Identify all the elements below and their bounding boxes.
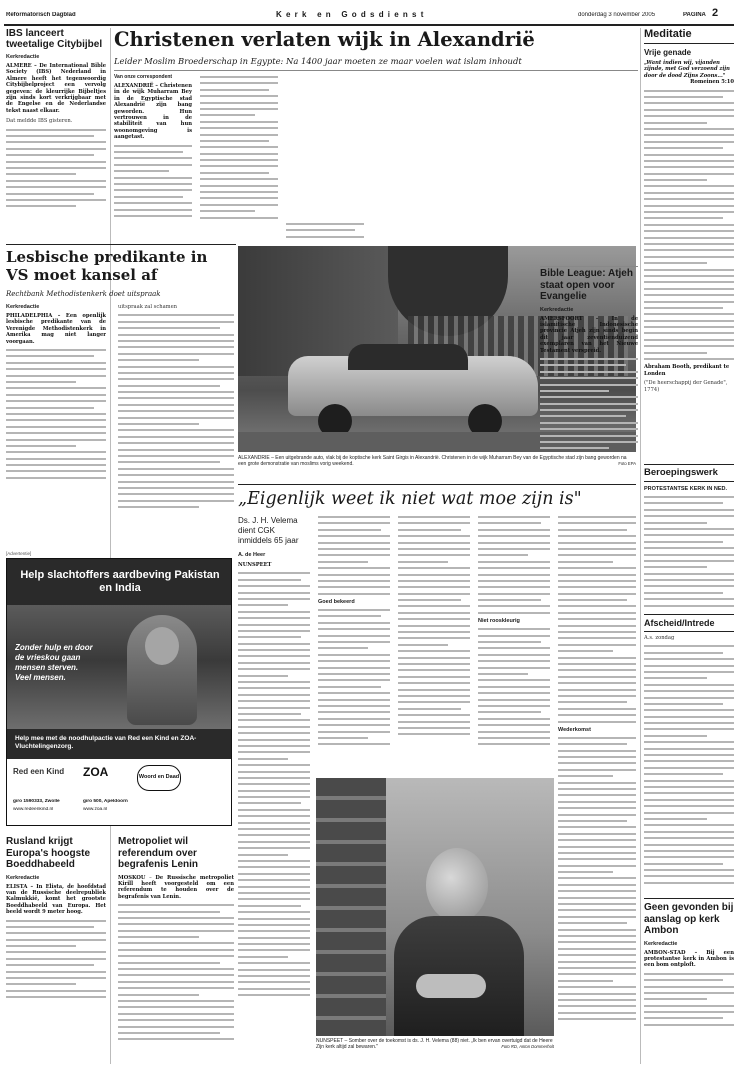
afscheid-title: Afscheid/Intrede <box>644 614 734 632</box>
rusland-article <box>6 836 106 1064</box>
velema-photo <box>316 778 554 1036</box>
lesbische-lead-text: PHILADELPHIA – Een openlijk lesbische predikante van de Verenigde Methodistenkerk in Amerika mag niet langer voorgaan. <box>6 313 106 345</box>
url-zoa[interactable]: www.zoa.nl <box>83 807 108 812</box>
lesbische-article <box>6 304 236 546</box>
main-col-2-text <box>200 76 278 223</box>
afscheid-box <box>644 614 734 894</box>
velema-col-5 <box>558 516 636 1060</box>
ambon-article <box>644 898 734 1064</box>
zoa-logo: ZOA <box>83 765 109 779</box>
beroepingswerk-intro: PROTESTANTSE KERK IN NED. <box>644 486 728 492</box>
velema-col-5-text-a <box>558 516 636 723</box>
main-lead <box>114 83 192 141</box>
photo-portrait-head <box>426 848 488 922</box>
advertisement-label: [Advertentie] <box>6 551 32 556</box>
rusland-body-text <box>6 920 106 999</box>
velema-col-3-text <box>398 516 470 740</box>
ibs-lead-text: ALMERE – De International Bible Society (IBS) Nederland in Almere heeft het tegenwoordig Citybijbelproject een vervolg gegeven: de kleurrijke Bijbeltjes zijn sinds kort verkrijgbaar met de Engelse en de Nederlandse tekst naast elkaar. <box>6 63 106 114</box>
lesbische-col-2 <box>118 304 234 544</box>
page-label: PAGINA <box>683 12 706 18</box>
velema-col-2-text-a <box>318 516 390 595</box>
metropoliet-article <box>118 836 234 1064</box>
main-photo-credit: Foto EPA <box>618 461 636 467</box>
velema-top-rule <box>238 484 636 485</box>
metropoliet-headline: Metropoliet wil referendum over begrafenis Lenin <box>118 836 199 870</box>
ad-banner: Help mee met de noodhulpactie van Red een Kind en ZOA-Vluchtelingenzorg. <box>15 735 197 750</box>
ad-slogan: Zonder hulp en door de vrieskou gaan mensen sterven. Veel mensen. <box>15 643 93 682</box>
lesbische-kicker: Kerkredactie <box>6 304 40 310</box>
bible-league-lead-text: AMERSFOORT – In de islamitische Indonesische provincie Atjeh zijn sinds begin dit jaar zeventienduizend exemplaren van het Nieuwe Testament verspreid. <box>540 315 638 354</box>
lesbische-col-1 <box>6 304 106 544</box>
velema-col-1-text <box>238 572 310 996</box>
meditatie-body-text <box>644 90 734 360</box>
meditatie-title: Meditatie <box>644 28 734 44</box>
main-subtitle-rule <box>114 70 638 71</box>
meditatie-text-value: „Want indien wij, vijanden zijnde, met God verzoend zijn door de dood Zijns Zoons..." <box>644 60 730 79</box>
meditatie-source: ("De heerschappij der Genade", 1774) <box>644 380 728 393</box>
ibs-lead <box>6 63 106 114</box>
metropoliet-lead-text: De Russische metropoliet Kirill heeft voorgesteld om een referendum te houden over de begrafenis van Lenin. <box>118 874 234 900</box>
velema-col-4-text-b <box>478 628 550 745</box>
meditatie-box <box>644 28 734 460</box>
velema-photo-credit: Foto RD, Anton Dommerholt <box>501 1044 554 1050</box>
photo-portrait-hands <box>416 974 486 998</box>
rusland-lead <box>6 884 106 916</box>
ibs-headline: IBS lanceert tweetalige Citybijbel <box>6 28 103 50</box>
velema-subhead-niet-rooskleurig: Niet rooskleurig <box>478 618 520 625</box>
velema-col-4 <box>478 516 550 776</box>
ad-photo <box>7 605 231 729</box>
section-name: K e r k e n G o d s d i e n s t <box>276 10 425 19</box>
lesbische-col-1-text <box>6 349 106 479</box>
ambon-headline: Geen gevonden bij aanslag op kerk Ambon <box>644 898 734 937</box>
ambon-lead <box>644 950 734 969</box>
velema-col-2-text-b <box>318 609 390 745</box>
lesbische-quote: uitspraak zal schamen <box>118 304 177 310</box>
ambon-lead-text: AMBON-STAD – Bij een protestantse kerk in Ambon is een bom ontploft. <box>644 949 734 969</box>
ibs-lead2: Dat meldde IBS gisteren. <box>6 118 73 125</box>
red-een-kind-logo: Red een Kind <box>13 767 65 776</box>
page-number: 2 <box>712 7 719 19</box>
main-byline: Van onze correspondent <box>114 74 173 80</box>
rusland-lead-text: ELISTA – In Elista, de hoofdstad van de Russische deelrepubliek Kalmukkië, komt het grootste Boeddhabeeld van Europa. Het beeld wordt 9 meter hoog. <box>6 883 106 916</box>
lesbische-col-2-text <box>118 314 234 508</box>
meditatie-ref <box>644 79 734 85</box>
bible-league-kicker: Kerkredactie <box>540 306 574 313</box>
right-column-divider <box>640 28 641 1064</box>
gift-red-een-kind: giro 1590333, Zwolle <box>13 799 60 804</box>
photo-bookshelf <box>316 778 386 1036</box>
velema-subhead-goed-bekeerd: Goed bekeerd <box>318 599 355 606</box>
velema-photo-caption-text: NUNSPEET – Somber over de toekomst is ds. J. H. Velema (88) niet. „Ik ben ervan overtuigd dat de Heere Zijn kerk altijd zal bewaren." <box>316 1038 553 1051</box>
aid-advertisement[interactable] <box>6 558 232 826</box>
velema-article <box>238 516 638 1064</box>
velema-place <box>238 562 310 568</box>
ibs-body-text <box>6 129 106 208</box>
beroepingswerk-box <box>644 464 734 612</box>
photo-car-window <box>348 344 468 370</box>
ambon-kicker: Kerkredactie <box>644 940 678 947</box>
main-headline: Christenen verlaten wijk in Alexandrië <box>114 28 535 51</box>
meditatie-author <box>644 364 734 377</box>
ad-headline: Help slachtoffers aardbeving Pakistan en India <box>20 569 220 594</box>
meditatie-author-value: Abraham Booth, predikant te Londen <box>644 364 730 377</box>
main-col-3-text <box>286 223 364 242</box>
bible-league-headline: Bible League: Atjeh staat open voor Evangelie <box>540 268 633 302</box>
left-column-divider <box>110 28 111 1064</box>
velema-subhead-wederkomst: Wederkomst <box>558 726 591 733</box>
metropoliet-body-text <box>118 904 234 1040</box>
child-face <box>145 627 179 665</box>
woord-daad-logo: Woord en Daad <box>137 765 181 791</box>
beroepingswerk-title: Beroepingswerk <box>644 464 734 482</box>
main-photo-caption-text: ALEXANDRIË – Een uitgebrande auto, vlak bij de koptische kerk Saint Girgis in Alexandrië. Christenen in de wijk Muharram Bey van de Egyptische stad zijn bang geworden na een grote demonstratie van moslims vorig weekend. <box>238 455 627 468</box>
bible-league-top-rule <box>540 266 638 267</box>
main-lead-text: ALEXANDRIË – Christenen in de wijk Muharram Bey in de Egyptische stad Alexandrië zijn bang geworden. Hun vertrouwen in de stabiliteit van hun woonomgeving is aangetast. <box>114 83 192 141</box>
ibs-article <box>6 28 106 248</box>
meditatie-ref-value: Romeinen 5:10 <box>690 79 734 86</box>
velema-photo-caption <box>316 1038 554 1064</box>
metropoliet-place: MOSKOU <box>118 874 146 881</box>
meditatie-text <box>644 60 734 79</box>
newspaper-name: Reformatorisch Dagblad <box>6 12 76 18</box>
velema-byline: A. de Heer <box>238 552 266 558</box>
gift-zoa: giro 500, Apeldoorn <box>83 799 128 804</box>
velema-place-text: NUNSPEET <box>238 562 272 568</box>
velema-col-5-text-b <box>558 737 636 1020</box>
ad-footer <box>7 759 231 825</box>
meditatie-heading: Vrije genade <box>644 48 692 57</box>
velema-col-1 <box>238 516 310 1060</box>
afscheid-text <box>644 645 734 883</box>
velema-subtitle: Ds. J. H. Velema dient CGK inmiddels 65 jaar <box>238 516 299 545</box>
main-article-body <box>114 74 638 242</box>
velema-col-4-text-a <box>478 516 550 614</box>
velema-col-2 <box>318 516 390 776</box>
bible-league-body-text <box>540 358 638 449</box>
rusland-kicker: Kerkredactie <box>6 874 40 881</box>
velema-headline: „Eigenlijk weet ik niet wat moe zijn is" <box>238 489 582 509</box>
lesbische-subtitle: Rechtbank Methodistenkerk doet uitspraak <box>6 290 161 298</box>
main-subtitle: Leider Moslim Broederschap in Egypte: Na 1400 jaar moeten ze maar voelen wat islam inhoudt <box>114 56 522 66</box>
bible-league-article <box>540 268 638 482</box>
beroepingswerk-text <box>644 496 734 607</box>
lesbische-lead <box>6 313 106 345</box>
lesbische-top-rule <box>6 244 236 245</box>
ibs-kicker: Kerkredactie <box>6 54 40 60</box>
main-col-1-text <box>114 145 192 217</box>
afscheid-sub: A.s. zondag <box>644 635 675 641</box>
page-header <box>0 0 738 22</box>
main-col-1 <box>114 74 192 242</box>
url-red-een-kind[interactable]: www.redeenkind.nl <box>13 807 54 812</box>
ambon-body-text <box>644 973 734 1026</box>
metropoliet-lead: MOSKOU – De Russische metropoliet Kirill heeft voorgesteld om een referendum te houden over de begrafenis van Lenin. <box>118 874 234 900</box>
header-rule <box>4 24 734 26</box>
rusland-headline: Rusland krijgt Europa's hoogste Boeddhabeeld <box>6 836 91 870</box>
lesbische-headline: Lesbische predikante in VS moet kansel af <box>6 248 208 284</box>
bible-league-lead <box>540 316 638 354</box>
header-date: donderdag 3 november 2005 <box>578 12 656 18</box>
